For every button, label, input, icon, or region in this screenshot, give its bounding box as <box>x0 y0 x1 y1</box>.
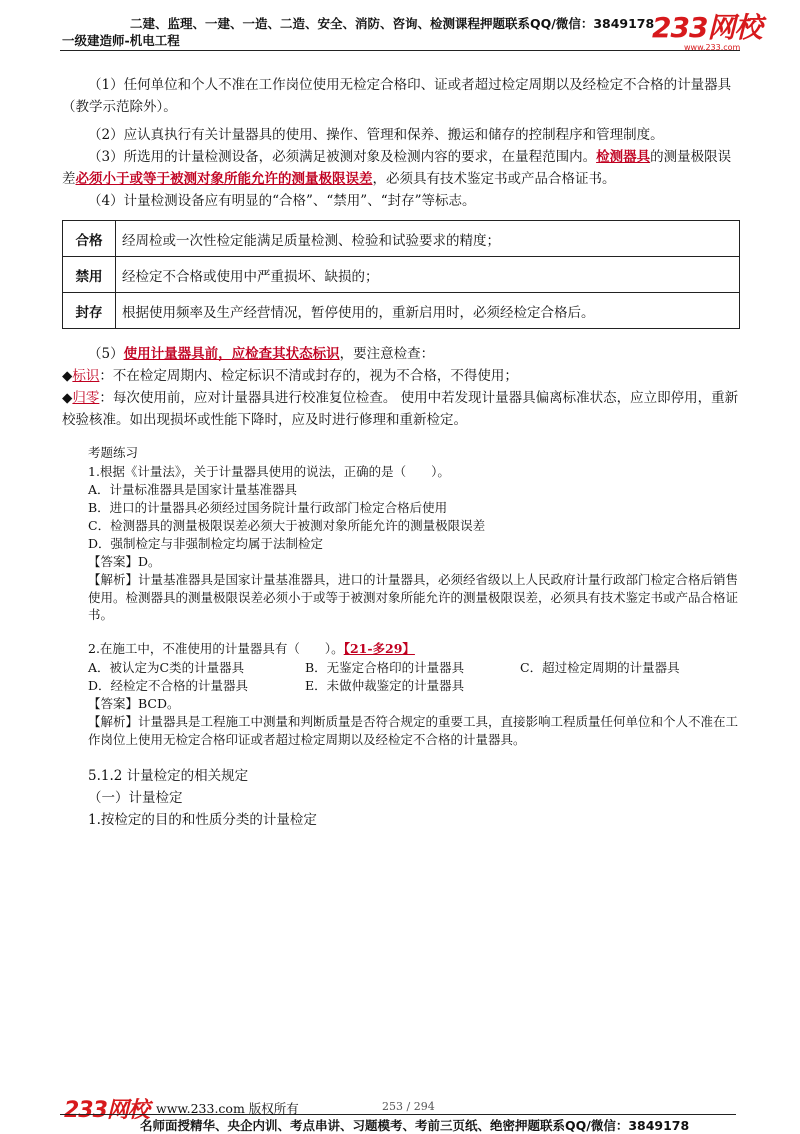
table-key: 封存 <box>63 293 116 329</box>
status-table <box>62 220 740 329</box>
paragraph-4: （4）计量检测设备应有明显的“合格”、“禁用”、“封存”等标志。 <box>88 193 476 209</box>
header-subtitle: 一级建造师-机电工程 <box>62 33 180 48</box>
header-logo: 233网校 <box>652 11 762 44</box>
keyword-detector: 检测器具 <box>596 149 651 165</box>
table-row <box>63 293 740 329</box>
keyword-label: 标识 <box>72 368 100 384</box>
header-logo-url: www.233.com <box>684 43 741 52</box>
table-key: 合格 <box>63 221 116 257</box>
paragraph-3: （3）所选用的计量检测设备，必须满足被测对象及检测内容的要求，在量程范围内。检测器具的测量极限误差必须小于或等于被测对象所能允许的测量极限误差，必须具有技术鉴定书或产品合格证书。 <box>62 149 732 187</box>
question-tag: 【21-多29】 <box>343 641 415 656</box>
q1-option-d: D．强制检定与非强制检定均属于法制检定 <box>88 536 324 551</box>
q2-option-d: D．经检定不合格的计量器具 <box>88 678 249 693</box>
footer-logo: 233网校 <box>64 1098 149 1123</box>
bullet-zeroing: ◆归零：每次使用前，应对计量器具进行校准复位检查。 使用中若发现计量器具偏离标准状态，应立即停用，重新校验核准。如出现损坏或性能下降时，应及时进行修理和重新检定。 <box>62 390 739 428</box>
q1-answer: 【答案】D。 <box>88 554 161 569</box>
question-2: 2.在施工中，不准使用的计量器具有（ ）。【21-多29】 <box>88 641 415 656</box>
table-value: 根据使用频率及生产经营情况，暂停使用的，重新启用时，必须经检定合格后。 <box>116 293 740 329</box>
paragraph-5: （5）使用计量器具前，应检查其状态标识，要注意检查： <box>88 346 435 362</box>
q2-answer: 【答案】BCD。 <box>88 696 180 711</box>
footer-copyright: www.233.com 版权所有 <box>156 1101 299 1116</box>
section-heading: 5.1.2 计量检定的相关规定 <box>88 768 249 784</box>
exercise-title: 考题练习 <box>88 445 139 460</box>
q2-explanation: 【解析】计量器具是工程施工中测量和判断质量是否符合规定的重要工具，直接影响工程质量任何单位和个人不准在工作岗位上使用无检定合格印证或者超过检定周期以及经检定不合格的计量器具。 <box>88 714 739 747</box>
table-row <box>63 257 740 293</box>
keyword-error-limit: 必须小于或等于被测对象所能允许的测量极限误差 <box>75 171 373 187</box>
subsection-heading: （一）计量检定 <box>88 790 183 806</box>
paragraph-1: （1）任何单位和个人不准在工作岗位使用无检定合格印、证或者超过检定周期以及经检定不合格的计量器具（教学示范除外）。 <box>62 77 732 115</box>
footer-ad: 名师面授精华、央企内训、考点串讲、习题模考、考前三页纸、绝密押题联系QQ/微信：3849178 <box>140 1118 690 1133</box>
table-value: 经周检或一次性检定能满足质量检测、检验和试验要求的精度； <box>116 221 740 257</box>
table-value: 经检定不合格或使用中严重损坏、缺损的； <box>116 257 740 293</box>
table-key: 禁用 <box>63 257 116 293</box>
keyword-check-label: 使用计量器具前，应检查其状态标识 <box>123 346 340 362</box>
q2-option-a: A．被认定为C类的计量器具 <box>88 660 245 675</box>
table-row <box>63 221 740 257</box>
q2-option-c: C．超过检定周期的计量器具 <box>520 660 680 675</box>
q1-option-a: A．计量标准器具是国家计量基准器具 <box>88 482 298 497</box>
footer-divider <box>60 1114 736 1115</box>
item-heading: 1.按检定的目的和性质分类的计量检定 <box>88 812 317 828</box>
q1-option-c: C．检测器具的测量极限误差必须大于被测对象所能允许的测量极限误差 <box>88 518 486 533</box>
bullet-label: ◆标识：不在检定周期内、检定标识不清或封存的，视为不合格，不得使用； <box>62 368 518 384</box>
header-ad: 二建、监理、一建、一造、二造、安全、消防、咨询、检测课程押题联系QQ/微信：3849178 <box>130 16 655 31</box>
question-1: 1.根据《计量法》，关于计量器具使用的说法，正确的是（ ）。 <box>88 464 450 479</box>
page-number: 253 / 294 <box>382 1100 435 1113</box>
q2-option-e: E．未做仲裁鉴定的计量器具 <box>305 678 465 693</box>
header-divider <box>60 50 740 51</box>
q2-option-b: B．无鉴定合格印的计量器具 <box>305 660 465 675</box>
q1-option-b: B．进口的计量器具必须经过国务院计量行政部门检定合格后使用 <box>88 500 448 515</box>
paragraph-2: （2）应认真执行有关计量器具的使用、操作、管理和保养、搬运和储存的控制程序和管理制度。 <box>88 127 664 143</box>
keyword-zeroing: 归零 <box>72 390 100 406</box>
q1-explanation: 【解析】计量基准器具是国家计量基准器具，进口的计量器具，必须经省级以上人民政府计量行政部门检定合格后销售使用。检测器具的测量极限误差必须小于或等于被测对象所能允许的测量极限误差，必须具有技术鉴定书或产品合格证书。 <box>88 572 739 622</box>
